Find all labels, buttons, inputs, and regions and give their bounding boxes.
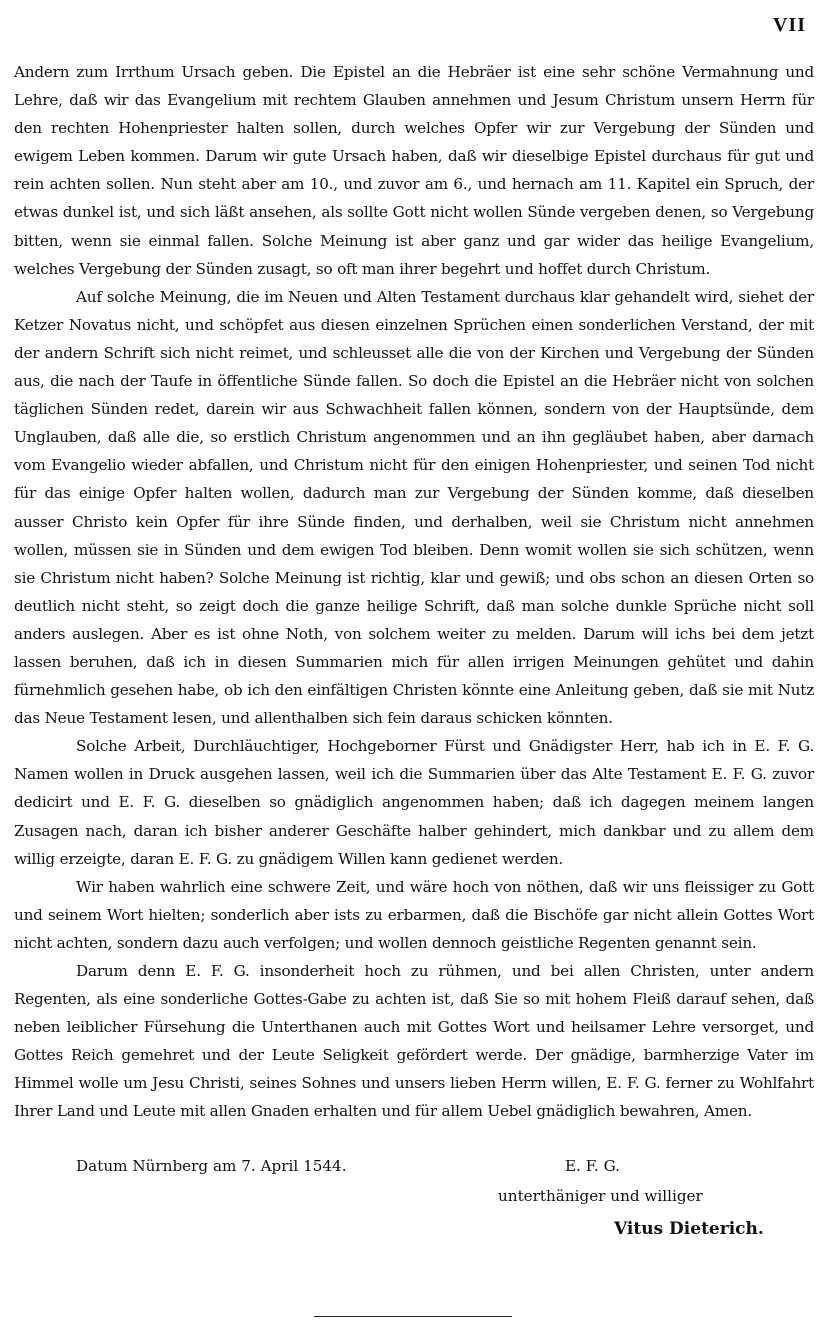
date-line: Datum Nürnberg am 7. April 1544. — [76, 1157, 347, 1175]
subscription: unterthäniger und williger — [498, 1187, 703, 1205]
body-text — [14, 58, 814, 1126]
salutation: E. F. G. — [565, 1157, 620, 1175]
paragraph-3: Solche Arbeit, Durchläuchtiger, Hochgeborner Fürst und Gnädigster Herr, hab ich in E. F. G. Namen wollen in Druck ausgehen lassen, weil ich die Summarien über das Alte Testament E. F. G. zuvor dedicirt und E. F. G. dieselben so gnädiglich angenommen haben; daß ich dagegen meinem langen Zusagen nach, daran ich bisher anderer Geschäfte halber gehindert, mich dankbar und zu allem dem willig erzeigte, daran E. F. G. zu gnädigem Willen kann gedienet werden. — [14, 737, 814, 868]
paragraph-1: Andern zum Irrthum Ursach geben. Die Epistel an die Hebräer ist eine sehr schöne Vermahnung und Lehre, daß wir das Evangelium mit rechtem Glauben annehmen und Jesum Christum unsern Herrn für den rechten Hohenpriester halten sollen, durch welches Opfer wir zur Vergebung der Sünden und ewigem Leben kommen. Darum wir gute Ursach haben, daß wir dieselbige Epistel durchaus für gut und rein achten sollen. Nun steht aber am 10., und zuvor am 6., und hernach am 11. Kapitel ein Spruch, der etwas dunkel ist, und sich läßt ansehen, als sollte Gott nicht wollen Sünde vergeben denen, so Vergebung bitten, wenn sie einmal fallen. Solche Meinung ist aber ganz und gar wider das heilige Evangelium, welches Vergebung der Sünden zusagt, so oft man ihrer begehrt und hoffet durch Christum. — [14, 63, 814, 278]
signature: Vitus Dieterich. — [614, 1219, 764, 1239]
page-number: VII — [772, 14, 806, 36]
paragraph-4: Wir haben wahrlich eine schwere Zeit, und wäre hoch von nöthen, daß wir uns fleissiger zu Gott und seinem Wort hielten; sonderlich aber ists zu erbarmen, daß die Bischöfe gar nicht allein Gottes Wort nicht achten, sondern dazu auch verfolgen; und wollen dennoch geistliche Regenten genannt sein. — [14, 877, 814, 952]
paragraph-5: Darum denn E. F. G. insonderheit hoch zu rühmen, und bei allen Christen, unter andern Regenten, als eine sonderliche Gottes-Gabe zu achten ist, daß Sie so mit hohem Fleiß darauf sehen, daß neben leiblicher Fürsehung die Unterthanen auch mit Gottes Wort und heilsamer Lehre versorget, und Gottes Reich gemehret und der Leute Seligkeit gefördert werde. Der gnädige, barmherzige Vater im Himmel wolle um Jesu Christi, seines Sohnes und unsers lieben Herrn willen, E. F. G. ferner zu Wohlfahrt Ihrer Land und Leute mit allen Gnaden erhalten und für allem Uebel gnädiglich bewahren, Amen. — [14, 962, 814, 1121]
footer-rule — [314, 1316, 512, 1317]
closing-block — [14, 1157, 814, 1287]
paragraph-2: Auf solche Meinung, die im Neuen und Alten Testament durchaus klar gehandelt wird, siehet der Ketzer Novatus nicht, und schöpfet aus diesen einzelnen Sprüchen einen sonderlichen Verstand, der mit der andern Schrift sich nicht reimet, und schleusset alle die von der Kirchen und Vergebung der Sünden aus, die nach der Taufe in öffentliche Sünde fallen. So doch die Epistel an die Hebräer nicht von solchen täglichen Sünden redet, darein wir aus Schwachheit fallen können, sondern von der Hauptsünde, dem Unglauben, daß alle die, so erstlich Christum angenommen und an ihn gegläubet haben, aber darnach vom Evangelio wieder abfallen, und Christum nicht für den einigen Hohenpriester, und seinen Tod nicht für das einige Opfer halten wollen, dadurch man zur Vergebung der Sünden komme, daß dieselben ausser Christo kein Opfer für ihre Sünde finden, und derhalben, weil sie Christum nicht annehmen wollen, müssen sie in Sünden und dem ewigen Tod bleiben. Denn womit wollen sie sich schützen, wenn sie Christum nicht haben? Solche Meinung ist richtig, klar und gewiß; und obs schon an diesen Orten so deutlich nicht steht, so zeigt doch die ganze heilige Schrift, daß man solche dunkle Sprüche nicht soll anders auslegen. Aber es ist ohne Noth, von solchem weiter zu melden. Darum will ichs bei dem jetzt lassen beruhen, daß ich in diesen Summarien mich für allen irrigen Meinungen gehütet und dahin fürnehmlich gesehen habe, ob ich den einfältigen Christen könnte eine Anleitung geben, daß sie mit Nutz das Neue Testament lesen, und allenthalben sich fein daraus schicken könnten. — [14, 287, 814, 728]
